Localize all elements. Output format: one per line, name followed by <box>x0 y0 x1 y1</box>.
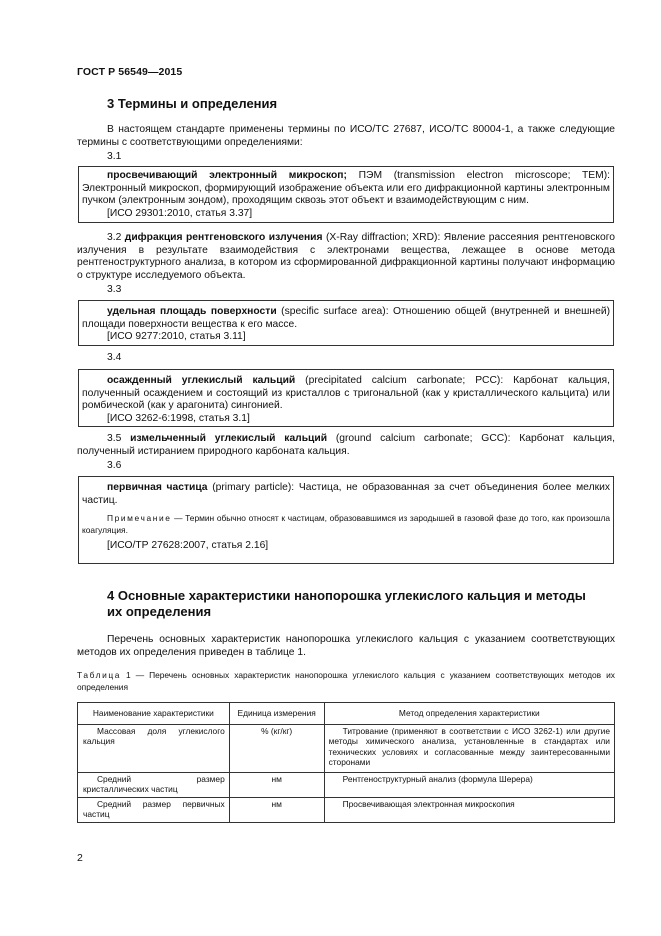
term-name: осажденный углекислый кальций <box>107 375 296 386</box>
term-definition <box>79 375 613 413</box>
term-3-5 <box>77 433 615 458</box>
section-3-title: 3 Термины и определения <box>107 96 278 111</box>
table-row <box>78 798 615 823</box>
term-source: [ИСО 29301:2010, статья 3.37] <box>107 207 253 219</box>
table-cell: нм <box>229 773 324 798</box>
table-caption-text: 1 — Перечень основных характеристик нанопорошка углекислого кальция с указанием соответствующих методов их определения <box>77 670 615 692</box>
term-number: 3.3 <box>107 284 122 295</box>
table-cell: нм <box>229 798 324 823</box>
term-text: (X-Ray diffraction; XRD): Явление рассеяния рентгеновского излучения в результате взаимодействия с электронами вещества, лежащее в основе метода рентгеноструктурного анализа, в котором из сформированной дифракционной картины получают информацию о структуре исследуемого объекта. <box>77 232 615 281</box>
term-name: удельная площадь поверхности <box>107 306 277 317</box>
cell-text: Просвечивающая электронная микроскопия <box>342 799 515 809</box>
term-name: дифракция рентгеновского излучения <box>124 232 323 243</box>
term-source: [ИСО 9277:2010, статья 3.11] <box>107 331 246 343</box>
term-box-3-6 <box>78 476 614 564</box>
term-definition <box>79 306 613 331</box>
term-number: 3.2 <box>107 232 122 243</box>
term-name: первичная частица <box>107 482 208 493</box>
table-cell <box>78 773 230 798</box>
section-3-intro <box>77 124 615 149</box>
section-3-intro-text: В настоящем стандарте применены термины по ИСО/ТС 27687, ИСО/ТС 80004-1, а также следующие термины с соответствующими определениями: <box>77 124 615 148</box>
note-text: — Термин обычно относят к частицам, образовавшимся из зародышей в газовой фазе до того, как произошла коагуляция. <box>82 513 610 536</box>
cell-text: Массовая доля углекислого кальция <box>83 726 225 747</box>
term-box-3-4 <box>78 369 614 427</box>
term-definition <box>79 482 613 507</box>
table-row <box>78 725 615 773</box>
term-source: [ИСО/ТР 27628:2007, статья 2.16] <box>107 540 269 552</box>
term-text: (primary particle): Частица, не образованная за счет объединения более мелких частиц. <box>82 482 610 506</box>
section-4-title-line1: 4 Основные характеристики нанопорошка углекислого кальция и методы <box>107 588 586 603</box>
note-label: Примечание <box>107 513 172 524</box>
term-definition <box>79 170 613 208</box>
table-cell <box>324 798 614 823</box>
table-cell <box>78 798 230 823</box>
table-cell <box>324 773 614 798</box>
section-4-intro-text: Перечень основных характеристик нанопорошка углекислого кальция с указанием соответствующих методов их определения приведен в таблице 1. <box>77 634 615 658</box>
table-cell <box>78 725 230 773</box>
table-header-cell: Наименование характеристики <box>78 703 230 725</box>
term-text: ПЭМ (transmission electron microscope; TEM): Электронный микроскоп, формирующий изображение объекта или его дифракционной картины электронным пучком (электронным зондом), проходящим сквозь этот объект и взаимодействующим с ним. <box>82 170 611 207</box>
term-number: 3.6 <box>107 460 122 471</box>
table-cell <box>324 725 614 773</box>
table-caption <box>77 670 615 693</box>
term-name: измельченный углекислый кальций <box>130 433 328 444</box>
cell-text: Средний размер кристаллических частиц <box>83 774 225 795</box>
table-header-row <box>78 703 615 725</box>
table-header-cell: Единица измерения <box>229 703 324 725</box>
cell-text: Титрование (применяют в соответствии с ИСО 3262-1) или другие методы химического анализа, установленные в стандартах или технических условиях и согласованные между заинтересованными сторонами <box>328 726 610 768</box>
cell-text: Средний размер первичных частиц <box>83 799 225 820</box>
cell-text: Рентгеноструктурный анализ (формула Шерера) <box>342 774 533 784</box>
term-source: [ИСО 3262-6:1998, статья 3.1] <box>107 412 250 424</box>
term-number: 3.1 <box>107 151 122 162</box>
table-row <box>78 773 615 798</box>
table-caption-label: Таблица <box>77 670 122 680</box>
page-number: 2 <box>77 852 83 864</box>
term-3-2 <box>77 232 615 282</box>
section-4-title-line2: их определения <box>107 604 212 619</box>
term-name: просвечивающий электронный микроскоп; <box>107 170 347 181</box>
term-number: 3.4 <box>107 352 122 363</box>
table-cell: % (кг/кг) <box>229 725 324 773</box>
document-header: ГОСТ Р 56549—2015 <box>77 66 183 78</box>
term-text: (precipitated calcium carbonate; PCC): Карбонат кальция, полученный осаждением и состоящий из кристаллов с тригональной (как у кристаллического кальцита) или ромбической (как у арагонита) сингонией. <box>82 375 610 412</box>
term-box-3-3 <box>78 300 614 346</box>
term-text: (ground calcium carbonate; GCC): Карбонат кальция, полученный истиранием природного карбоната кальция. <box>77 433 615 457</box>
table-header-cell: Метод определения характеристики <box>324 703 614 725</box>
term-text: (specific surface area): Отношению общей (внутренней и внешней) площади поверхности вещества к его массе. <box>82 306 610 330</box>
term-note <box>79 512 613 536</box>
term-box-3-1 <box>78 166 614 223</box>
term-number: 3.5 <box>107 433 122 444</box>
characteristics-table <box>77 702 615 823</box>
section-4-intro <box>77 634 615 659</box>
